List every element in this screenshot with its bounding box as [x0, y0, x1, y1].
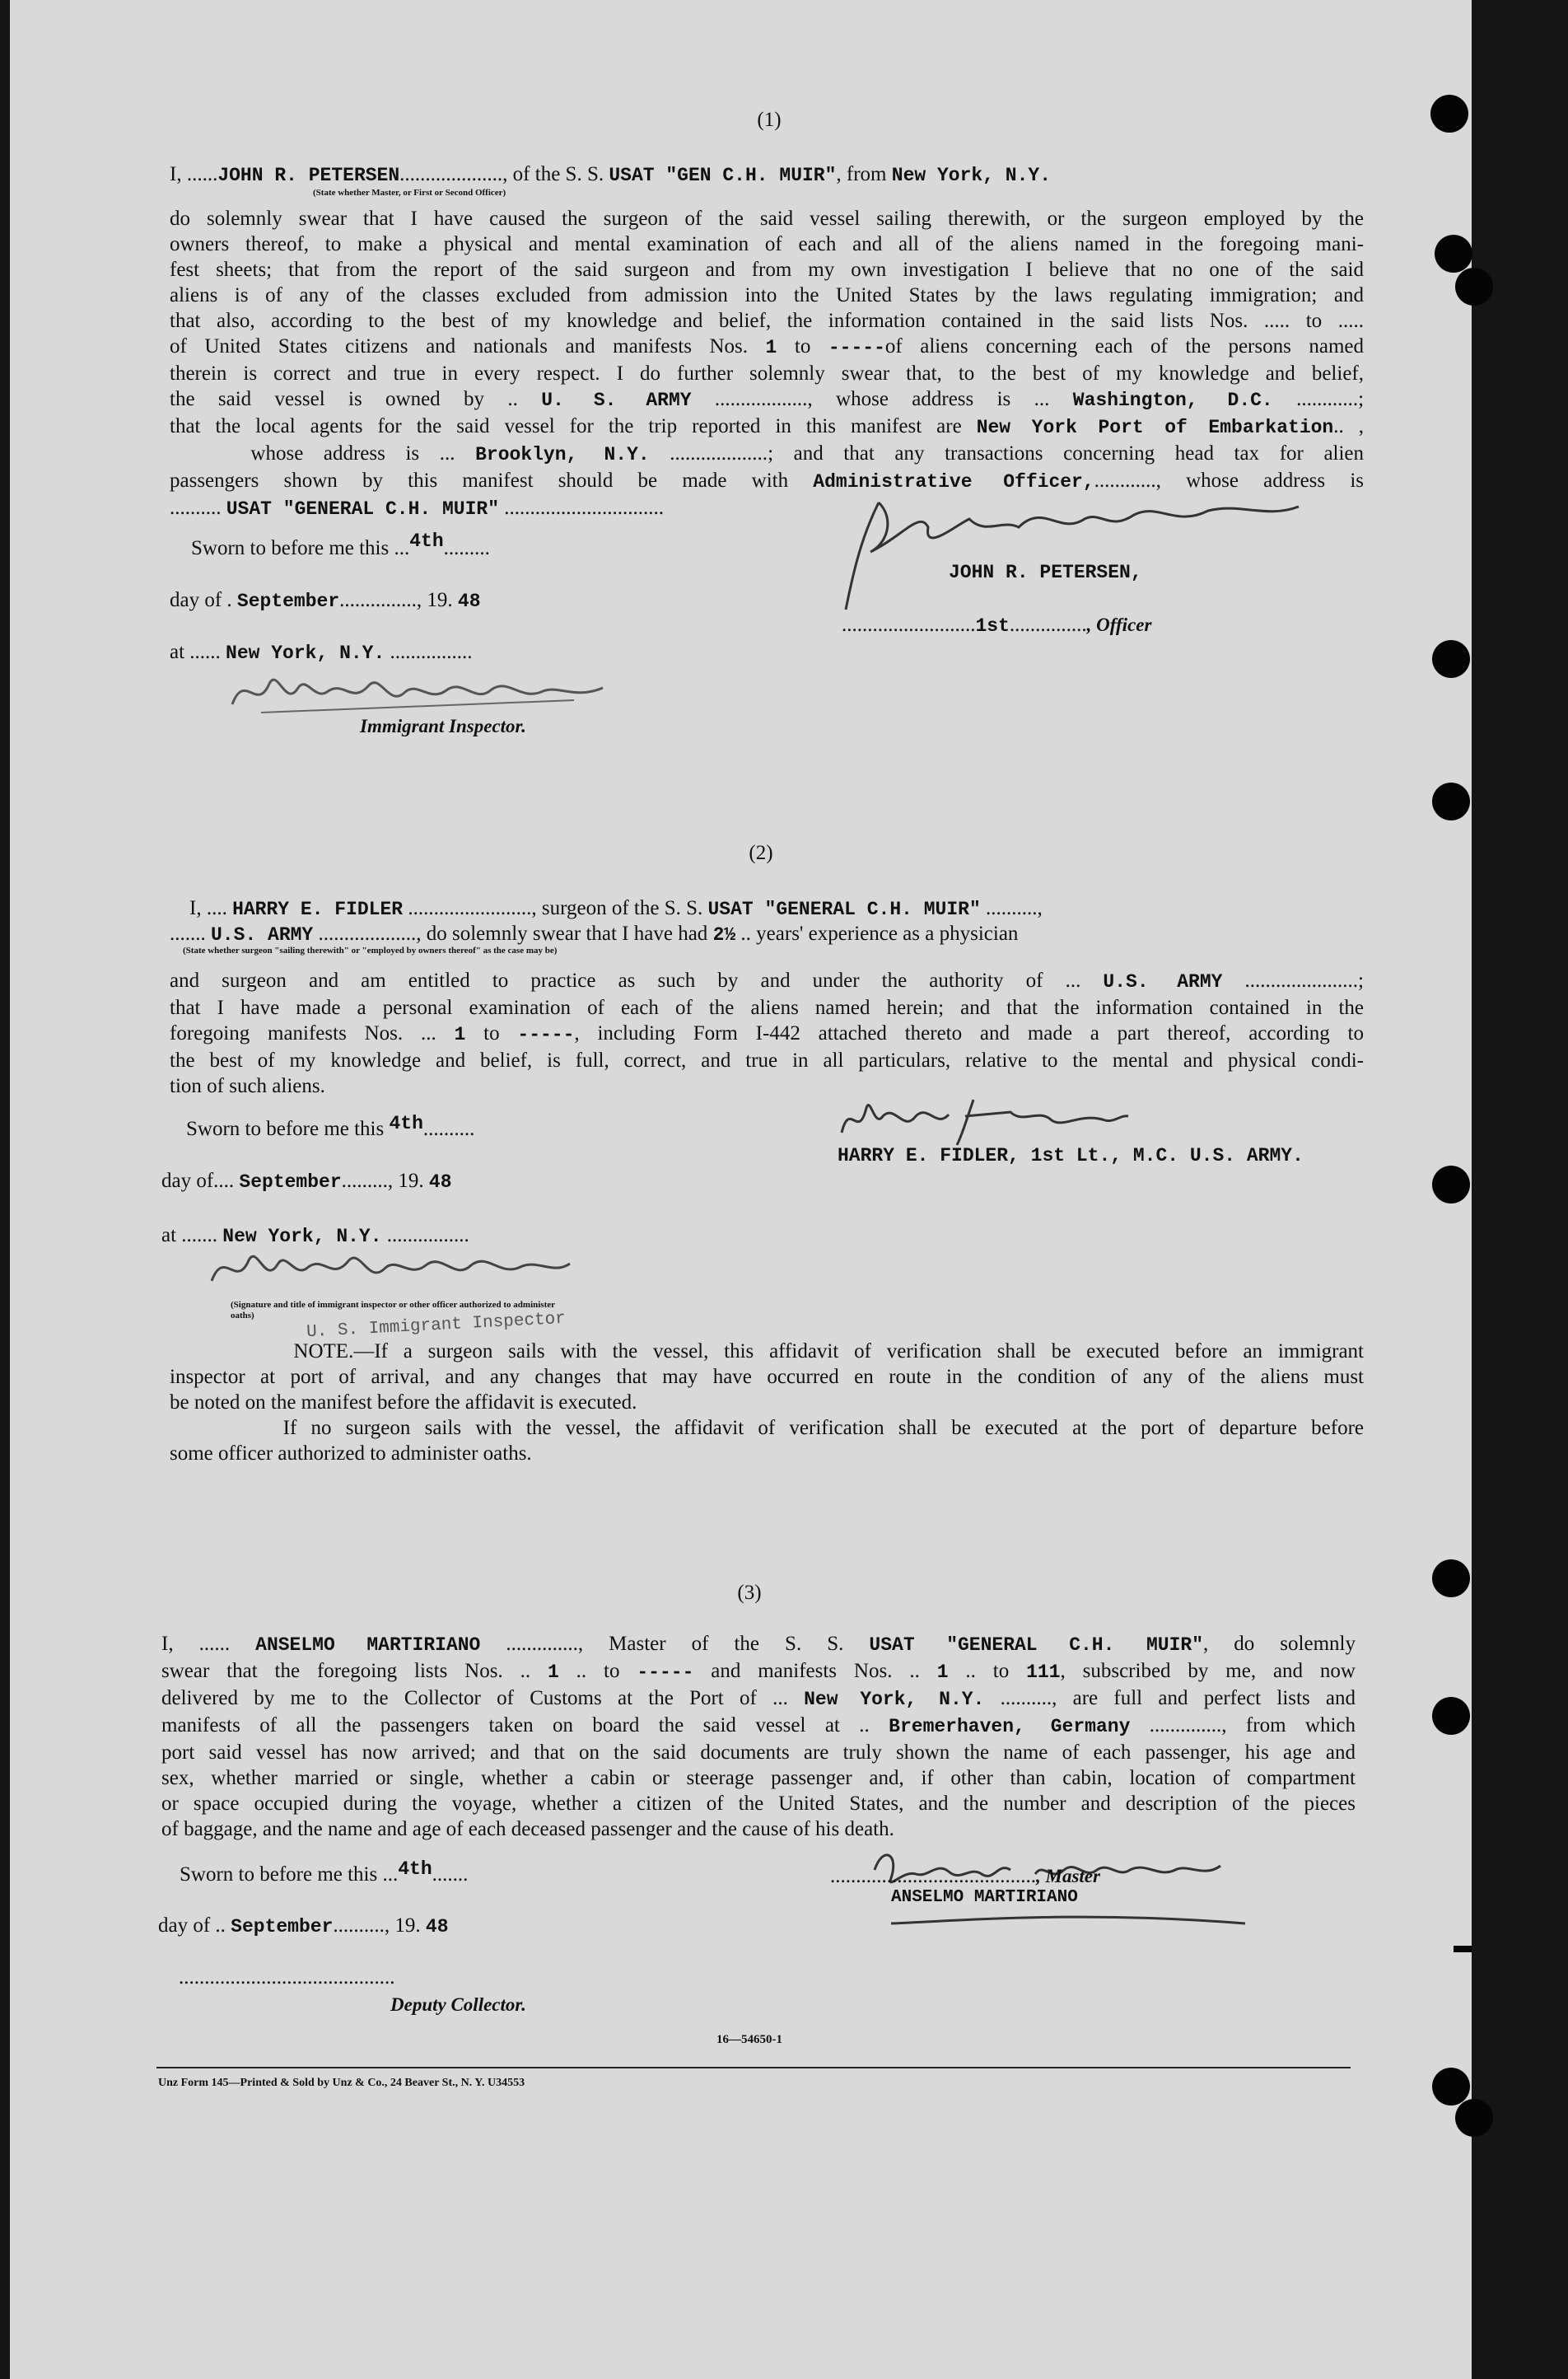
from-label: , from [836, 163, 892, 185]
i-label: I, [170, 163, 187, 185]
agents-line: that the local agents for the said vessel for the trip reported in this manifest are New York Port of Embarkation.. , [170, 415, 1365, 438]
body-line: fest sheets; that from the report of the said surgeon and from my own investigation I believe that no one of the said [170, 259, 1364, 281]
vessel-name: USAT "GEN C.H. MUIR" [609, 165, 837, 186]
section-2-at: at ....... New York, N.Y. ................ [161, 1224, 469, 1247]
inspector-signature-1 [228, 663, 615, 721]
master-sign-line: ........................................, Master [830, 1865, 1100, 1887]
agents-address-line: whose address is ... Brooklyn, N.Y. ...................; and that any transactions concerning head tax for alien [250, 442, 1365, 465]
printer-note: Unz Form 145—Printed & Sold by Unz & Co., 24 Beaver St., N. Y. U34553 [158, 2077, 525, 2089]
master-name: JOHN R. PETERSEN [217, 165, 400, 186]
surgeon-signer-name: HARRY E. FIDLER, 1st Lt., M.C. U.S. ARMY. [838, 1145, 1304, 1166]
note-line: NOTE.—If a surgeon sails with the vessel, this affidavit of verification shall be executed before an immigrant [293, 1340, 1365, 1362]
headtax-address-line: .......... USAT "GENERAL C.H. MUIR" ............................... [170, 497, 665, 520]
section-3-body [161, 1631, 1356, 1842]
section-1-sworn: Sworn to before me this ...4th......... [191, 530, 490, 559]
lists-line: swear that the foregoing lists Nos. .. 1 .. to ----- and manifests Nos. .. 1 .. to 111, subscribed by me, and now [161, 1660, 1356, 1683]
section-3-number: (3) [737, 1582, 762, 1604]
body-line: that also, according to the best of my knowledge and belief, the information contained in the said lists Nos. ..... to ..... [170, 310, 1364, 332]
punch-hole [1455, 2099, 1493, 2137]
body-line: the best of my knowledge and belief, is full, correct, and true in all particulars, relative to the mental and physical condi- [170, 1049, 1364, 1072]
body-line: sex, whether married or single, whether a cabin or steerage passenger and, if other than cabin, location of compartment [161, 1767, 1356, 1789]
body-line: aliens is of any of the classes excluded from admission into the United States by the laws regulating immigration; and [170, 284, 1364, 306]
section-1-header-line: I, ......JOHN R. PETERSEN...................., of the S. S. USAT "GEN C.H. MUIR", from New York, N.Y. [170, 163, 1051, 186]
body-line: therein is correct and true in every respect. I do further solemnly swear that, to the best of my knowledge and belief, [170, 362, 1364, 385]
note2-line: some officer authorized to administer oaths. [170, 1442, 532, 1465]
collector-line: .......................................... [179, 1966, 395, 1989]
note-line: be noted on the manifest before the affidavit is executed. [170, 1391, 637, 1414]
note2-line: If no surgeon sails with the vessel, the affidavit of verification shall be executed at the port of departure before [282, 1417, 1365, 1439]
inspector-signature-2 [208, 1236, 578, 1302]
headtax-line: passengers shown by this manifest should be made with Administrative Officer,............, whose address is [170, 470, 1364, 493]
section-2-note [170, 1339, 1364, 1466]
section-2-header-line: I, .... HARRY E. FIDLER ........................, surgeon of the S. S. USAT "GENERAL C.H. MUIR" .........., [189, 897, 1043, 920]
collector-label: Deputy Collector. [390, 1994, 526, 2015]
body-line: owners thereof, to make a physical and mental examination of each and all of the aliens named in the foregoing mani- [170, 233, 1364, 255]
section-2-day: day of.... September........., 19. 48 [161, 1170, 452, 1193]
master-line: I, ...... ANSELMO MARTIRIANO .............., Master of the S. S. USAT "GENERAL C.H. MUIR", do solemnly [161, 1633, 1356, 1656]
inspector-stamp: U. S. Immigrant Inspector [306, 1309, 567, 1343]
manifests-line: foregoing manifests Nos. ... 1 to -----, including Form I-442 attached thereto and made a part thereof, according to [170, 1022, 1364, 1045]
inspector-label-1: Immigrant Inspector. [360, 716, 526, 736]
section-2-sworn: Sworn to before me this 4th.......... [186, 1113, 475, 1140]
owned-line: the said vessel is owned by .. U. S. ARMY .................., whose address is ... Washington, D.C. ............; [170, 388, 1365, 411]
note-line: inspector at port of arrival, and any changes that may have occurred en route in the condition of any of the aliens must [170, 1366, 1364, 1388]
punch-hole [1435, 235, 1472, 273]
section-2-number: (2) [749, 842, 773, 864]
edge-mark [1454, 1946, 1472, 1952]
punch-hole [1432, 1559, 1470, 1597]
body-line: or space occupied during the voyage, whether a citizen of the United States, and the number and description of the pieces [161, 1792, 1356, 1815]
document-page [10, 0, 1472, 2379]
signer-name-3: ANSELMO MARTIRIANO [891, 1888, 1078, 1907]
section-2-body [170, 968, 1364, 1099]
officer-rank-line: ..........................1st..............., Officer [842, 614, 1152, 637]
vessel-label: of the S. S. [512, 163, 604, 185]
footer-divider [156, 2067, 1351, 2068]
authority-line: and surgeon and am entitled to practice as such by and under the authority of ... U.S. ARMY ......................; [170, 970, 1365, 993]
punch-hole [1432, 783, 1470, 820]
from-port: New York, N.Y. [891, 165, 1051, 186]
body-line: do solemnly swear that I have caused the surgeon of the said vessel sailing therewith, or the surgeon employed by the [170, 208, 1364, 230]
surgeon-signature [833, 1091, 1130, 1149]
section-2-employer-line: ....... U.S. ARMY ..................., do solemnly swear that I have had 2½ .. years' experience as a physician [170, 923, 1019, 946]
punch-hole [1432, 2068, 1470, 2106]
section-3-day: day of .. September.........., 19. 48 [158, 1914, 449, 1937]
manifests-line: of United States citizens and nationals and manifests Nos. 1 to -----of aliens concerning each of the persons named [170, 335, 1364, 358]
section-1-number: (1) [757, 109, 782, 131]
port-line: delivered by me to the Collector of Customs at the Port of ... New York, N.Y. .........., are full and perfect lists and [161, 1687, 1356, 1710]
punch-hole [1432, 1166, 1470, 1204]
body-line: that I have made a personal examination of each of the aliens named herein; and that the information contained in the [170, 997, 1364, 1019]
signer-name-1: JOHN R. PETERSEN, [949, 562, 1142, 583]
punch-hole [1432, 640, 1470, 678]
section-1-at: at ...... New York, N.Y. ................ [170, 641, 473, 664]
officer-note: (State whether Master, or First or Second Officer) [313, 188, 506, 198]
punch-hole [1432, 1697, 1470, 1735]
inspector-note: (Signature and title of immigrant inspector or other officer authorized to administer oaths) [231, 1300, 555, 1320]
form-code: 16—54650-1 [716, 2033, 782, 2046]
employer-note: (State whether surgeon "sailing therewith" or "employed by owners thereof" as the case may be) [183, 946, 558, 956]
body-line: tion of such aliens. [170, 1075, 325, 1097]
section-1-body [170, 206, 1364, 522]
section-3-sworn: Sworn to before me this ...4th....... [180, 1858, 469, 1886]
body-line: port said vessel has now arrived; and that on the said documents are truly shown the name of each passenger, his age and [161, 1741, 1356, 1764]
section-1-day: day of . September..............., 19. 48 [170, 589, 481, 612]
embark-line: manifests of all the passengers taken on board the said vessel at .. Bremerhaven, Germany .............., from which [161, 1714, 1356, 1737]
master-signature-1 [829, 486, 1307, 626]
punch-hole [1430, 95, 1468, 133]
punch-hole [1455, 268, 1493, 306]
body-line: of baggage, and the name and age of each deceased passenger and the cause of his death. [161, 1818, 894, 1840]
